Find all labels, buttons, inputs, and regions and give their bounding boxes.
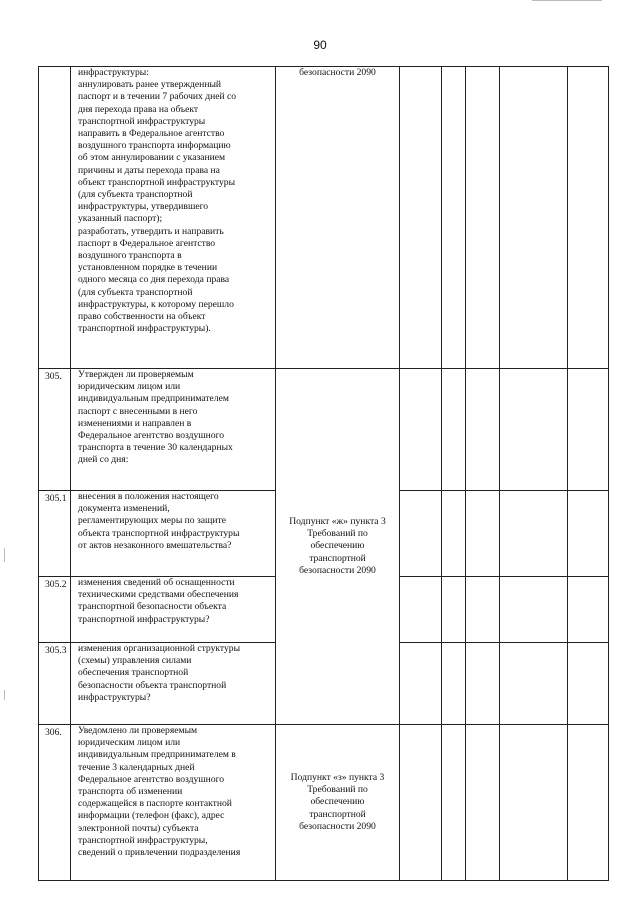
text-line: направить в Федеральное агентство [78, 128, 225, 140]
requirement-text [71, 369, 276, 491]
text-line: Подпункт «ж» пункта 3 [289, 515, 386, 527]
text-line: течение 3 календарных дней [78, 761, 195, 773]
check-cell-na[interactable] [466, 577, 500, 643]
text-line: дней со дня: [78, 454, 129, 466]
row-number: 305.1 [39, 491, 71, 577]
text-line: инфраструктуры: [78, 67, 149, 78]
text-line: изменения сведений об оснащенности [78, 577, 235, 588]
text-line: паспорт и в течении 7 рабочих дней со [78, 91, 237, 103]
text-line: транспорта в течение 30 календарных [78, 442, 233, 454]
text-line: изменения организационной структуры [78, 643, 241, 654]
check-cell-note[interactable] [500, 369, 568, 491]
text-line: паспорт с внесенными в него [78, 405, 198, 417]
check-cell-note[interactable] [500, 491, 568, 577]
text-line: транспорта об изменении [78, 786, 183, 798]
text-line: безопасности объекта транспортной [78, 679, 227, 691]
text-line: дня перехода права на объект [78, 103, 199, 115]
checklist-table [38, 66, 609, 881]
text-line: юридическим лицом или [78, 737, 181, 749]
text-line: транспортной инфраструктуры, [78, 834, 208, 846]
row-number: 306. [39, 725, 71, 881]
text-line: транспортной [309, 552, 366, 564]
table-row [39, 369, 609, 491]
text-line: содержащейся в паспорте контактной [78, 798, 232, 810]
text-line: Требований по [307, 528, 368, 540]
text-line: разработать, утвердить и направить [78, 225, 224, 237]
check-cell-na[interactable] [466, 491, 500, 577]
check-cell-extra[interactable] [568, 67, 609, 369]
text-line: сведений о привлечении подразделения [78, 847, 241, 859]
text-line: установленном порядке в течении [78, 262, 218, 274]
text-line: об этом аннулировании с указанием [78, 152, 226, 164]
check-cell-no[interactable] [442, 643, 466, 725]
text-line: документа изменений, [78, 503, 170, 515]
check-cell-na[interactable] [466, 67, 500, 369]
text-line: изменениями и направлен в [78, 417, 192, 429]
check-cell-na[interactable] [466, 725, 500, 881]
text-line: инфраструктуры, утвердившего [78, 201, 209, 213]
text-line: внесения в положения настоящего [78, 491, 219, 502]
page-number: 90 [313, 38, 327, 52]
row-number: 305. [39, 369, 71, 491]
check-cell-yes[interactable] [400, 67, 442, 369]
text-line: аннулировать ранее утвержденный [78, 79, 222, 91]
check-cell-extra[interactable] [568, 643, 609, 725]
text-line: безопасности 2090 [299, 820, 376, 832]
text-line: информации (телефон (факс), адрес [78, 810, 225, 822]
text-line: (для субъекта транспортной [78, 286, 193, 298]
legal-reference [276, 725, 400, 881]
text-line: транспортной инфраструктуры). [78, 323, 211, 335]
requirement-text [71, 725, 276, 881]
requirement-text [71, 643, 276, 725]
check-cell-no[interactable] [442, 491, 466, 577]
text-line: обеспечению [310, 540, 365, 552]
check-cell-note[interactable] [500, 643, 568, 725]
check-cell-yes[interactable] [400, 643, 442, 725]
text-line: регламентирующих меры по защите [78, 515, 227, 527]
row-number [39, 67, 71, 369]
text-line: Федеральное агентство воздушного [78, 430, 225, 442]
requirement-text [71, 67, 276, 369]
text-line: индивидуальным предпринимателем в [78, 749, 236, 761]
text-line: безопасности 2090 [299, 564, 376, 576]
text-line: транспортной [309, 808, 366, 820]
legal-reference [276, 369, 400, 725]
check-cell-no[interactable] [442, 577, 466, 643]
text-line: индивидуальным предпринимателем [78, 393, 229, 405]
scan-artifact [4, 690, 5, 700]
text-line: Требований по [307, 784, 368, 796]
requirement-text [71, 577, 276, 643]
check-cell-extra[interactable] [568, 725, 609, 881]
row-number: 305.3 [39, 643, 71, 725]
check-cell-na[interactable] [466, 643, 500, 725]
table-row [39, 725, 609, 881]
text-line: Федеральное агентство воздушного [78, 773, 225, 785]
text-line: (схемы) управления силами [78, 655, 192, 667]
check-cell-no[interactable] [442, 67, 466, 369]
text-line: объект транспортной инфраструктуры [78, 176, 236, 188]
text-line: объекта транспортной инфраструктуры [78, 527, 240, 539]
scan-artifact [4, 548, 5, 562]
check-cell-na[interactable] [466, 369, 500, 491]
check-cell-note[interactable] [500, 577, 568, 643]
text-line: право собственности на объект [78, 311, 206, 323]
text-line: электронной почты) субъекта [78, 822, 199, 834]
check-cell-no[interactable] [442, 369, 466, 491]
legal-reference [276, 67, 400, 369]
check-cell-note[interactable] [500, 67, 568, 369]
text-line: обеспечения транспортной [78, 667, 189, 679]
text-line: указанный паспорт); [78, 213, 163, 225]
text-line: Подпункт «з» пункта 3 [290, 771, 385, 783]
check-cell-no[interactable] [442, 725, 466, 881]
table-row [39, 67, 609, 369]
text-line: техническими средствами обеспечения [78, 589, 239, 601]
text-line: от актов незаконного вмешательства? [78, 539, 232, 551]
check-cell-yes[interactable] [400, 725, 442, 881]
text-line: обеспечению [310, 796, 365, 808]
text-line: инфраструктуры? [78, 691, 151, 703]
text-line: одного месяца со дня перехода права [78, 274, 230, 286]
check-cell-extra[interactable] [568, 369, 609, 491]
text-line: юридическим лицом или [78, 381, 181, 393]
check-cell-yes[interactable] [400, 491, 442, 577]
text-line: транспортной инфраструктуры [78, 115, 206, 127]
text-line: транспортной безопасности объекта [78, 601, 227, 613]
text-line: Уведомлено ли проверяемым [78, 725, 198, 736]
check-cell-yes[interactable] [400, 369, 442, 491]
check-cell-note[interactable] [500, 725, 568, 881]
text-line: воздушного транспорта информацию [78, 140, 231, 152]
text-line: безопасности 2090 [299, 67, 376, 78]
requirement-text [71, 491, 276, 577]
text-line: воздушного транспорта в [78, 250, 182, 262]
scan-artifact [532, 0, 602, 1]
text-line: инфраструктуры, к которому перешло [78, 298, 234, 310]
check-cell-yes[interactable] [400, 577, 442, 643]
text-line: причины и даты перехода права на [78, 164, 220, 176]
check-cell-extra[interactable] [568, 491, 609, 577]
text-line: паспорт в Федеральное агентство [78, 237, 216, 249]
row-number: 305.2 [39, 577, 71, 643]
check-cell-extra[interactable] [568, 577, 609, 643]
text-line: (для субъекта транспортной [78, 189, 193, 201]
text-line: транспортной инфраструктуры? [78, 613, 210, 625]
text-line: Утвержден ли проверяемым [78, 369, 194, 380]
